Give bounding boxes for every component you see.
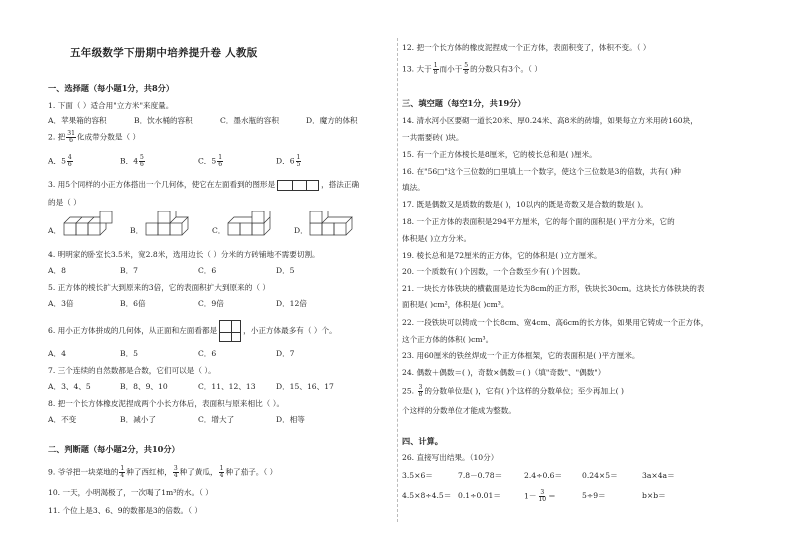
calc-4: 0.24×5＝ [582,471,618,480]
q5-option-b: B．6倍 [120,299,146,308]
q3-option-c-cube-figure [226,211,288,241]
question-23: 23. 用60厘米的铁丝焊成一个正方体框架，它的表面积是( )平方厘米。 [402,351,640,360]
q3-option-a: A． [48,226,62,235]
q2c-label: C． [198,156,212,166]
question-25-line-2: 个这样的分数单位才能成为整数。 [402,406,516,415]
q9-text-b: 种了西红柿， [126,467,172,477]
q6-option-c: C．6 [198,349,217,358]
section-judge-heading: 二、判断题（每小题2分，共10分） [48,444,180,454]
q6-option-d: D．7 [276,349,295,358]
q9-f3-num: 1 [219,465,224,472]
q2-option-c [198,155,224,168]
calc-9: 5÷9＝ [582,491,606,500]
q2c-num: 1 [218,154,223,161]
q9-text-c: 种了黄瓜， [179,467,218,477]
q2b-frac [139,155,145,168]
page-title: 五年级数学下册期中培养提升卷 人教版 [70,47,258,59]
calc-1: 3.5×6＝ [402,471,433,480]
four-squares-figure [219,320,241,342]
q25-f-den: 8 [418,391,423,398]
q8-option-d: D．相等 [276,415,305,424]
question-22-line-1: 22. 一段铁块可以铸成一个长8cm、宽4cm、高6cm的长方体，如果用它铸成一个正方体， [402,318,709,327]
question-13 [402,63,542,76]
q2a-label: A． [48,156,62,166]
q2c-whole: 5 [211,156,217,166]
q4-option-a: A．8 [48,266,66,275]
q13-f1-den: 8 [433,69,438,76]
q9-text-d: 种了茄子。（ ） [225,467,278,477]
q13-f2-num: 5 [464,62,469,69]
q13-text-b: 而小于 [439,64,463,74]
q2c-frac [217,155,223,168]
left-column [48,0,393,550]
q25-text-b: 的分数单位是( )，它有( )个这样的分数单位；至少再加上( ) [424,386,624,396]
q3-text-b: ，搭法正确 [321,180,360,189]
q2-fraction [66,131,76,144]
q1-option-b: B．饮水桶的容积 [134,116,193,125]
q4-option-c: C．6 [198,266,217,275]
q2-frac-denominator: 6 [69,137,73,144]
q8-option-a: A．不变 [48,415,77,424]
q2d-label: D． [276,156,290,166]
q8-option-b: B．减小了 [120,415,156,424]
calc-8-a: 1－ [524,491,537,501]
q25-text-a: 25. [402,386,417,396]
q9-f3-den: 4 [219,472,224,479]
q2d-whole: 6 [289,156,295,166]
calc-8 [524,490,556,503]
q9-f1-den: 4 [120,472,125,479]
calc-7: 0.1÷0.01＝ [458,491,501,500]
q4-option-b: B．7 [120,266,139,275]
question-25-line-1 [402,385,624,398]
question-16-line-1: 16. 在"56□"这个三位数的□里填上一个数字，使这个三位数是3的倍数，共有( )种 [402,167,681,176]
question-4: 4. 明明家的卧室长3.5米，宽2.8米，选用边长（ ）分米的方砖铺地不需要切割。 [48,250,320,259]
right-column [402,0,772,550]
q9-frac-1 [119,466,125,479]
q5-option-a: A．3倍 [48,299,74,308]
q6-text-b: ，小正方体最多有（ ）个。 [243,326,337,335]
q13-frac-1 [433,63,439,76]
q3-text-a: 3. 用5个同样的小正方体搭出一个几何体，使它在左面看到的图形是 [48,180,276,189]
q3-option-b-cube-figure [144,211,206,241]
three-squares-figure [277,180,319,191]
q9-frac-3 [219,466,225,479]
q2d-num: 1 [296,154,301,161]
calc-2: 7.8－0.78＝ [458,471,503,480]
question-10: 10. 一天，小明渴极了，一次喝了1m³的水。（ ） [48,488,213,497]
q2-option-b [120,155,146,168]
q2a-num: 4 [67,154,72,161]
question-9 [48,466,277,479]
question-2 [48,131,140,144]
q2a-frac [67,155,73,168]
q9-text-a: 9. 爷爷把一块菜地的 [48,467,119,477]
q2-frac-numerator: 31 [67,130,75,137]
section-fill-heading: 三、填空题（每空1分，共19分） [402,98,526,108]
question-11: 11. 个位上是3、6、9的数都是3的倍数。（ ） [48,506,202,515]
q2c-den: 6 [218,161,223,168]
column-divider [397,38,398,522]
question-16-line-2: 填法。 [402,183,425,192]
q6-text-a: 6. 用小正方体拼成的几何体，从正面和左面看都是 [48,326,218,335]
q13-frac-2 [463,63,469,76]
question-15: 15. 有一个正方体棱长是8厘米，它的棱长总和是( )厘米。 [402,150,597,159]
q6-option-b: B．5 [120,349,139,358]
question-12: 12. 把一个长方体的橡皮泥捏成一个正方体，表面积变了，体积不变。（ ） [402,43,651,52]
q1-option-a: A．苹果箱的容积 [48,116,107,125]
question-14-line-2: 一共需要砖( )块。 [402,133,464,142]
section-choice-heading: 一、选择题（每小题1分，共8分） [48,83,175,93]
q2b-den: 6 [140,161,144,168]
calc-3: 2.4÷0.6＝ [524,471,563,480]
q2d-den: 5 [296,161,301,168]
question-7: 7. 三个连续的自然数都是合数，它们可以是（ ）。 [48,366,216,375]
q5-option-d: D．12倍 [276,299,307,308]
q7-option-c: C．11、12、13 [198,382,256,391]
q2b-num: 5 [140,154,144,161]
q25-frac [418,385,424,398]
question-18-line-1: 18. 一个正方体的表面积是294平方厘米，它的每个面的面积是( )平方分米，它的 [402,217,675,226]
question-17: 17. 既是偶数又是质数的数是( )，10以内的既是奇数又是合数的数是( )。 [402,200,648,209]
q9-f2-num: 3 [173,465,178,472]
question-6 [48,320,337,342]
q3-option-d: D． [294,226,308,235]
q5-option-c: C．9倍 [198,299,224,308]
question-21-line-1: 21. 一块长方体铁块的横截面是边长为8cm的正方形，铁块长30cm。这块长方体铁块的表 [402,284,705,293]
question-20: 20. 一个质数有( )个因数，一个合数至少有( )个因数。 [402,267,586,276]
q1-option-c: C．墨水瓶的容积 [220,116,279,125]
question-5: 5. 正方体的棱长扩大到原来的3倍，它的表面积扩大到原来的（ ） [48,283,270,292]
q6-option-a: A．4 [48,349,66,358]
question-18-line-2: 体积是( )立方分米。 [402,234,472,243]
q2a-den: 6 [67,161,72,168]
question-8: 8. 把一个长方体橡皮泥捏成两个小长方体后，表面积与原来相比（ ）。 [48,399,285,408]
q9-frac-2 [173,466,179,479]
question-22-line-2: 这个正方体的体积( )cm³。 [402,335,494,344]
calc-10: b×b＝ [642,491,666,500]
q7-option-a: A．3、4、5 [48,382,91,391]
q3-option-a-cube-figure [62,211,124,241]
q3-option-c: C． [212,226,226,235]
q13-f1-num: 1 [433,62,438,69]
q7-option-d: D．15、16、17 [276,382,334,391]
q2d-frac [296,155,302,168]
question-26: 26. 直接写出结果。（10分） [402,453,499,462]
q8-option-c: C．增大了 [198,415,235,424]
q2-suffix: 化成带分数是（ ） [76,132,141,142]
question-24: 24. 偶数＋偶数＝( )，奇数×偶数＝( )（填"奇数"、"偶数"） [402,368,606,377]
q3-option-d-cube-figure [308,211,370,241]
q13-f2-den: 8 [464,69,469,76]
q2-option-d [276,155,302,168]
calc-8-eq: ＝ [548,491,556,501]
calc-5: 3a×4a＝ [642,471,675,480]
question-1: 1. 下面（ ）适合用"立方米"来度量。 [48,101,174,110]
q2-option-a [48,155,74,168]
question-21-line-2: 面积是( )cm²，体积是( )cm³。 [402,300,509,309]
q3-option-b: B． [130,226,144,235]
question-19: 19. 棱长总和是72厘米的正方体，它的体积是( )立方厘米。 [402,251,602,260]
q7-option-b: B．8、9、10 [120,382,168,391]
section-calc-heading: 四、计算。 [402,436,443,446]
calc-8-den: 10 [538,496,547,503]
calc-6: 4.5×8÷4.5＝ [402,491,452,500]
q25-f-num: 3 [418,384,423,391]
calc-8-num: 3 [540,489,545,496]
calc-8-frac [537,490,547,503]
q4-option-d: D．5 [276,266,295,275]
q9-f2-den: 4 [173,472,178,479]
q2-prefix: 2. 把 [48,132,66,142]
question-3-line-2: 的是（ ） [48,198,81,207]
q1-option-d: D．魔方的体积 [306,116,358,125]
q9-f1-num: 1 [120,465,125,472]
q2b-label: B． [120,156,134,166]
q13-text-a: 13. 大于 [402,64,432,74]
question-3-line-1 [48,179,359,191]
question-14-line-1: 14. 清水河小区要砌一道长20米、厚0.24米、高8米的砖墙，如果每立方米用砖160块， [402,116,698,125]
q2a-whole: 5 [61,156,66,166]
q2b-whole: 4 [133,156,139,166]
q13-text-c: 的分数只有3个。（ ） [470,64,542,74]
